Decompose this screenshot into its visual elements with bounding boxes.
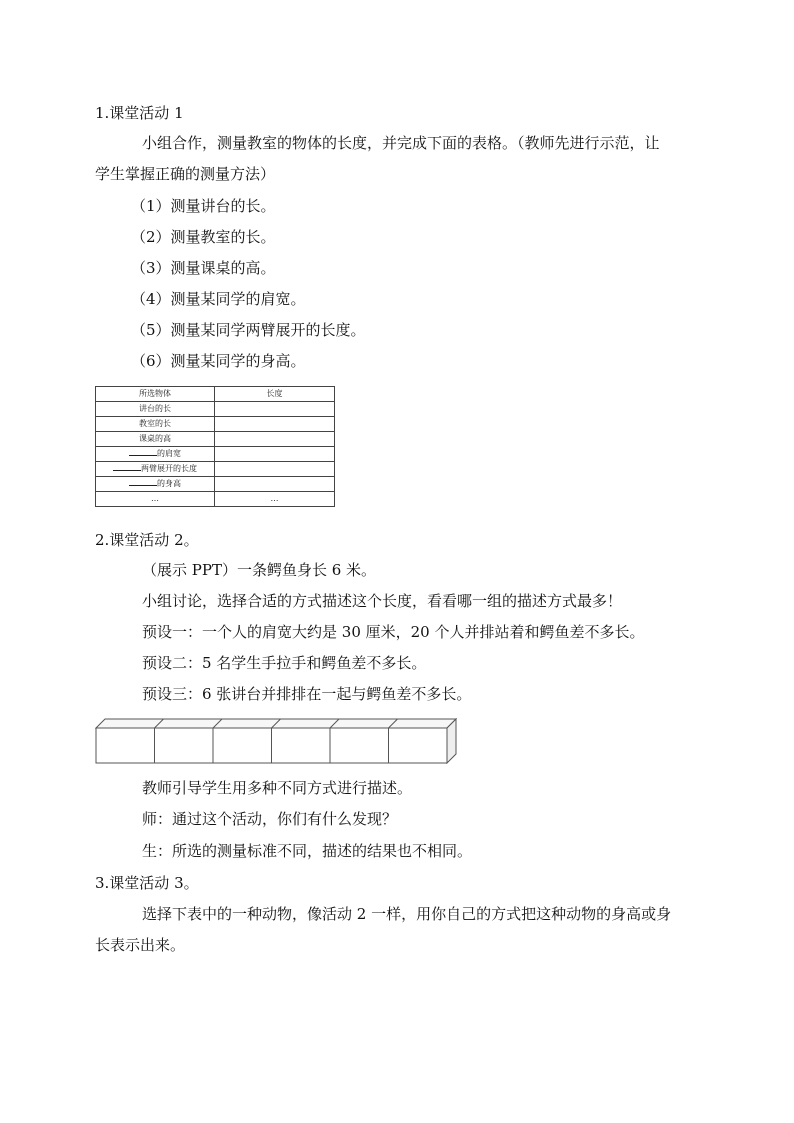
task-item: （5）测量某同学两臂展开的长度。 [131,321,366,339]
section2-after-line: 教师引导学生用多种不同方式进行描述。 [142,779,413,797]
section2-line: 预设三：6 张讲台并排排在一起与鳄鱼差不多长。 [142,685,472,703]
table-cell [96,477,215,492]
table-cell [215,417,335,432]
section3-line1: 选择下表中的一种动物，像活动 2 一样，用你自己的方式把这种动物的身高或身 [142,905,672,923]
section2-line: 预设二：5 名学生手拉手和鳄鱼差不多长。 [142,654,427,672]
column-header-object: 所选物体 [96,387,215,402]
table-cell [215,447,335,462]
task-item: （4）测量某同学的肩宽。 [131,290,306,308]
section3-line2: 长表示出来。 [95,936,186,954]
table-row [96,402,335,417]
table-row [96,477,335,492]
section2-line: 小组讨论，选择合适的方式描述这个长度，看看哪一组的描述方式最多！ [142,592,623,610]
table-cell: 教室的长 [96,417,215,432]
table-cell [215,477,335,492]
table-cell-text: 的身高 [157,479,181,488]
table-header-row [96,387,335,402]
section1-intro-line2: 学生掌握正确的测量方法） [95,165,276,183]
section2-line: 预设一：一个人的肩宽大约是 30 厘米，20 个人并排站着和鳄鱼差不多长。 [142,623,645,641]
table-row [96,432,335,447]
fill-blank [129,447,157,456]
section2-after-line: 师：通过这个活动，你们有什么发现？ [142,810,398,828]
fill-blank [129,477,157,486]
table-row [96,462,335,477]
table-cell [96,462,215,477]
section3-heading: 3.课堂活动 3。 [95,874,199,892]
section1-intro-line1: 小组合作，测量教室的物体的长度，并完成下面的表格。（教师先进行示范，让 [142,134,660,152]
task-item: （6）测量某同学的身高。 [131,352,306,370]
section2-line: （展示 PPT）一条鳄鱼身长 6 米。 [142,561,377,579]
six-podiums-illustration [95,718,457,764]
section2-heading: 2.课堂活动 2。 [95,531,199,549]
table-row [96,492,335,507]
table-cell [215,402,335,417]
table-cell [215,432,335,447]
table-cell: 课桌的高 [96,432,215,447]
table-row [96,447,335,462]
section1-heading: 1.课堂活动 1 [95,104,184,122]
section2-after-line: 生：所选的测量标准不同，描述的结果也不相同。 [142,842,473,860]
task-item: （3）测量课桌的高。 [131,259,276,277]
measurement-table [95,386,335,507]
table-cell-text: 两臂展开的长度 [141,464,197,473]
task-item: （1）测量讲台的长。 [131,197,276,215]
task-item: （2）测量教室的长。 [131,228,276,246]
table-cell [215,462,335,477]
table-cell [96,447,215,462]
table-cell: … [215,492,335,507]
table-cell-text: 的肩宽 [157,449,181,458]
table-row [96,417,335,432]
fill-blank [113,462,141,471]
table-cell: 讲台的长 [96,402,215,417]
column-header-length: 长度 [215,387,335,402]
table-cell: … [96,492,215,507]
